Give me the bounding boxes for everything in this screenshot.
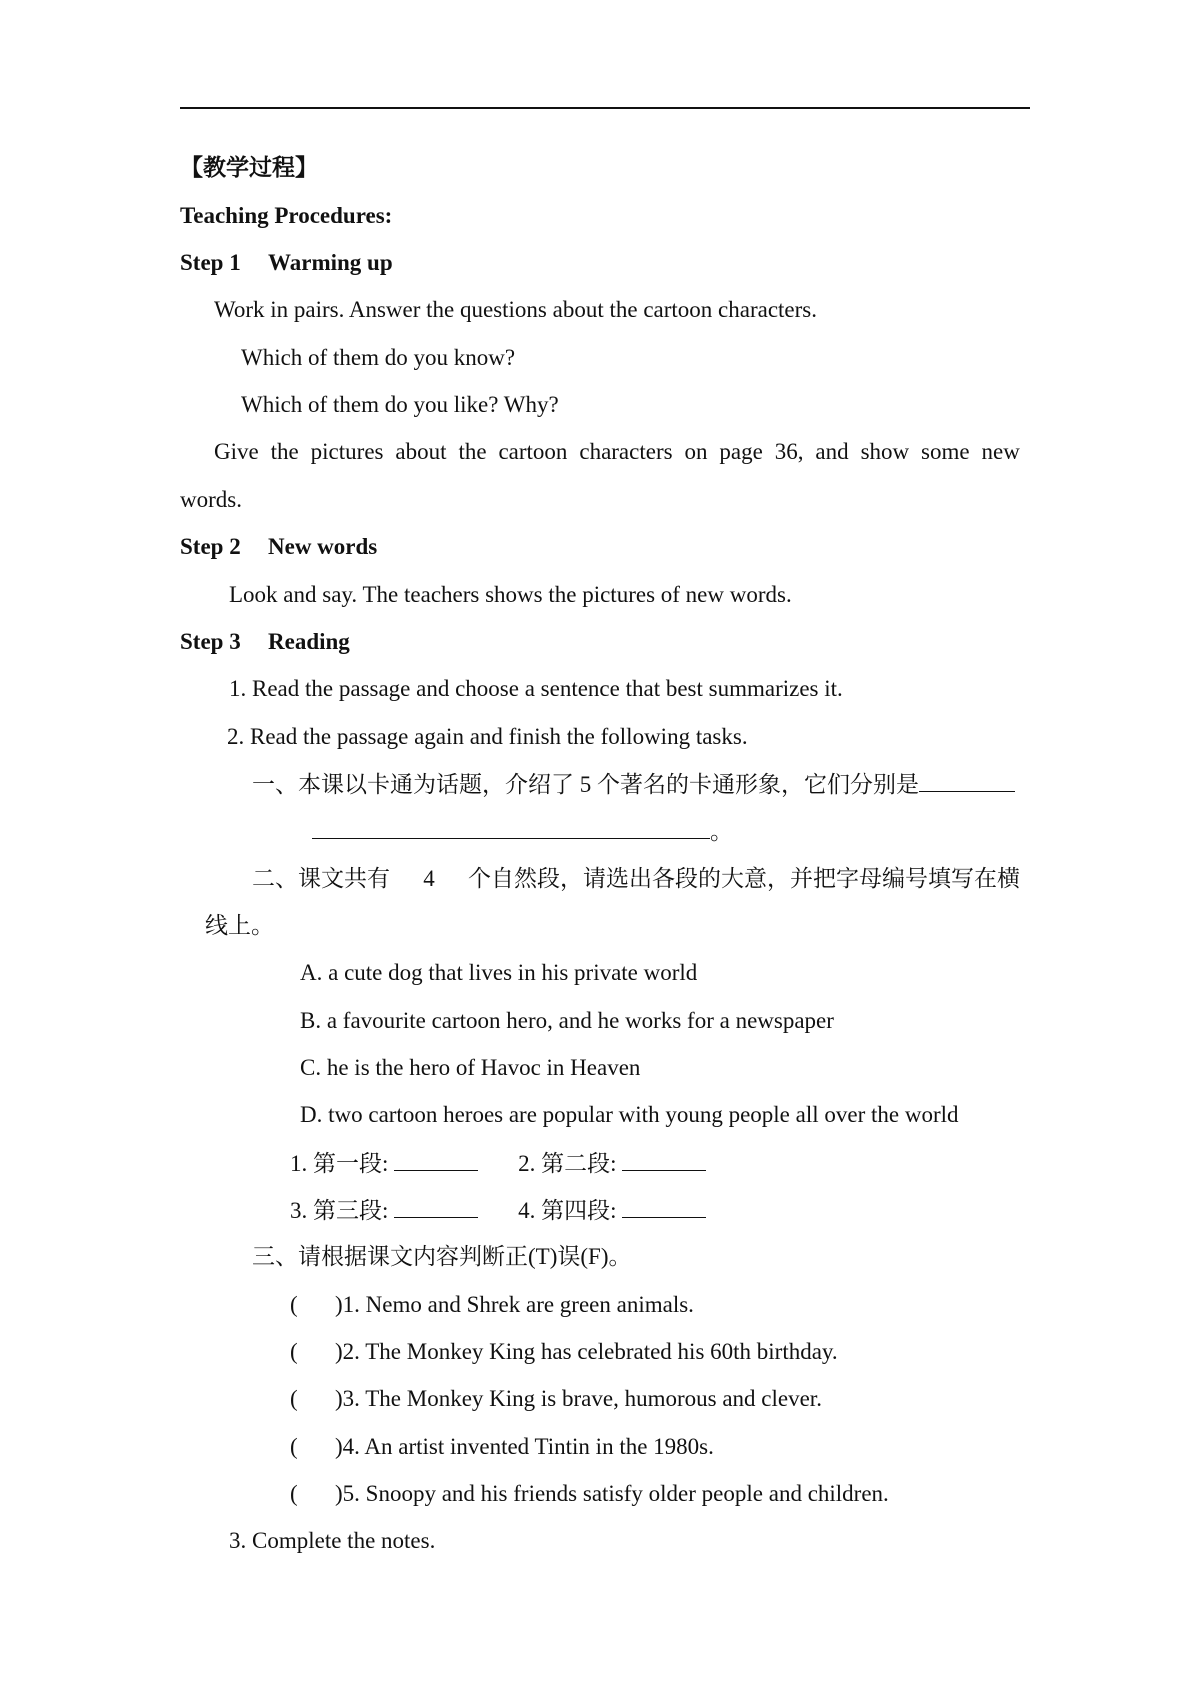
- paragraph-label: 1. 第一段:: [290, 1151, 389, 1176]
- option-d: D. two cartoon heroes are popular with young people all over the world: [300, 1102, 959, 1127]
- procedures-heading: Teaching Procedures:: [180, 203, 393, 228]
- give-word: Give: [214, 439, 259, 464]
- tf-statement: )2. The Monkey King has celebrated his 60th birthday.: [335, 1339, 838, 1364]
- paragraph-label: 2. 第二段:: [518, 1151, 617, 1176]
- give-word: characters: [579, 439, 673, 464]
- step3-heading: [180, 627, 350, 657]
- paragraph-answer-blank[interactable]: [622, 1148, 706, 1171]
- give-word: page: [719, 439, 763, 464]
- part1-line: [252, 769, 1015, 800]
- option-b: B. a favourite cartoon hero, and he works for a newspaper: [300, 1008, 834, 1033]
- step2-heading: [180, 532, 377, 562]
- tf-statement: )4. An artist invented Tintin in the 1980s.: [335, 1434, 714, 1459]
- step1-title: Warming up: [268, 250, 393, 275]
- step2-title: New words: [268, 534, 378, 559]
- tf-item: [290, 1479, 889, 1509]
- step3-number: Step 3: [180, 629, 241, 654]
- give-word: the: [270, 439, 299, 464]
- part2-seg: 4: [423, 866, 435, 891]
- tf-answer-paren[interactable]: (: [290, 1339, 298, 1364]
- tf-item: [290, 1290, 694, 1320]
- part2-seg: 个自然段，请选出各段的大意，并把字母编号填写在横: [468, 866, 1020, 891]
- paragraph-answers-row2: [290, 1195, 706, 1226]
- paragraph-label: 4. 第四段:: [518, 1198, 617, 1223]
- paragraph-answer-blank[interactable]: [394, 1148, 478, 1171]
- part2-line: [252, 864, 1020, 894]
- tf-answer-paren[interactable]: (: [290, 1481, 298, 1506]
- part3-title: 三、请根据课文内容判断正(T)误(F)。: [252, 1244, 632, 1269]
- give-word: the: [458, 439, 487, 464]
- tf-answer-paren[interactable]: (: [290, 1386, 298, 1411]
- step1-give-line: [214, 437, 1020, 467]
- tf-item: [290, 1384, 822, 1414]
- give-word: and: [815, 439, 849, 464]
- paragraph-answer-blank[interactable]: [394, 1195, 478, 1218]
- step1-number: Step 1: [180, 250, 241, 275]
- give-word: 36,: [774, 439, 804, 464]
- give-word: about: [395, 439, 447, 464]
- step3-task2: 2. Read the passage again and finish the following tasks.: [227, 724, 748, 749]
- step3-task1: 1. Read the passage and choose a sentence that best summarizes it.: [229, 676, 843, 701]
- step1-question1: Which of them do you know?: [241, 345, 516, 370]
- paragraph-label: 3. 第三段:: [290, 1198, 389, 1223]
- option-a: A. a cute dog that lives in his private world: [300, 960, 698, 985]
- give-word: some: [921, 439, 970, 464]
- part1-end: 。: [710, 819, 733, 844]
- header-rule: [180, 107, 1030, 109]
- tf-statement: )1. Nemo and Shrek are green animals.: [335, 1292, 694, 1317]
- step3-task3: 3. Complete the notes.: [229, 1528, 436, 1553]
- part1-line2: [312, 816, 733, 847]
- part2-seg: 二、课文共有: [252, 866, 390, 891]
- step1-heading: [180, 248, 393, 278]
- give-word: show: [860, 439, 910, 464]
- step2-number: Step 2: [180, 534, 241, 559]
- tf-item: [290, 1432, 714, 1462]
- paragraph-answer-blank[interactable]: [622, 1195, 706, 1218]
- section-title: 【教学过程】: [180, 155, 318, 180]
- tf-item: [290, 1337, 838, 1367]
- give-word: pictures: [310, 439, 384, 464]
- tf-statement: )5. Snoopy and his friends satisfy older people and children.: [335, 1481, 889, 1506]
- step2-instruction: Look and say. The teachers shows the pictures of new words.: [229, 582, 792, 607]
- tf-answer-paren[interactable]: (: [290, 1434, 298, 1459]
- part1-blank[interactable]: [919, 769, 1015, 792]
- give-word: cartoon: [498, 439, 568, 464]
- give-word: on: [684, 439, 708, 464]
- paragraph-answers-row1: [290, 1148, 706, 1179]
- step1-give-line2: words.: [180, 487, 242, 512]
- step1-question2: Which of them do you like? Why?: [241, 392, 559, 417]
- tf-statement: )3. The Monkey King is brave, humorous and clever.: [335, 1386, 822, 1411]
- tf-answer-paren[interactable]: (: [290, 1292, 298, 1317]
- step1-instruction: Work in pairs. Answer the questions about the cartoon characters.: [214, 297, 817, 322]
- part1-blank-long[interactable]: [312, 816, 710, 839]
- part1-text: 一、本课以卡通为话题，介绍了 5 个著名的卡通形象，它们分别是: [252, 772, 919, 797]
- part2-line2: 线上。: [205, 913, 274, 938]
- option-c: C. he is the hero of Havoc in Heaven: [300, 1055, 641, 1080]
- give-word: new: [981, 439, 1020, 464]
- step3-title: Reading: [268, 629, 350, 654]
